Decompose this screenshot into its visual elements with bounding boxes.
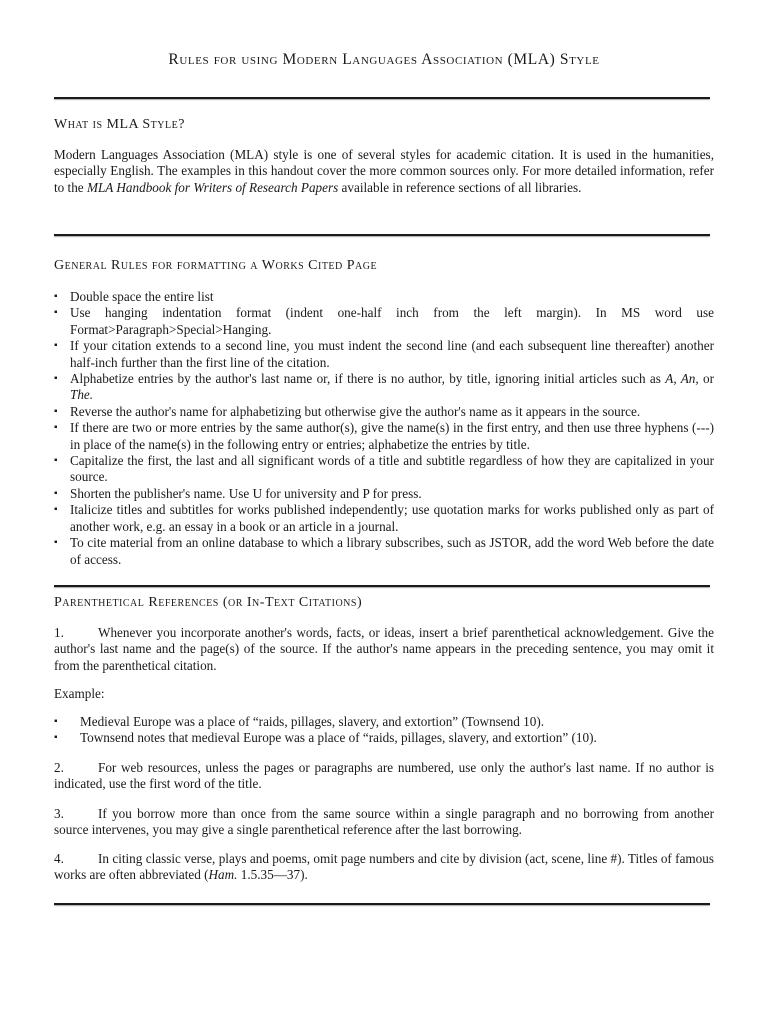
rule-text: To cite material from an online database to which a library subscribes, such as JSTOR, add the word Web before the date of access. — [70, 535, 714, 567]
paragraph-2 — [54, 760, 714, 793]
divider-3 — [54, 585, 710, 587]
paragraph-3 — [54, 806, 714, 839]
divider-1 — [54, 97, 710, 99]
list-item — [54, 502, 714, 535]
bullet-icon: ▪ — [54, 291, 58, 302]
bullet-icon: ▪ — [54, 405, 58, 417]
rule-text: Capitalize the first, the last and all significant words of a title and subtitle regardless of how they are capitalized in your source. — [70, 453, 714, 485]
paragraph-text: For web resources, unless the pages or paragraphs are numbered, use only the author's last name. If no author is indicated, use the first word of the title. — [54, 760, 714, 792]
bullet-icon: ▪ — [54, 537, 58, 549]
articles-or: or — [698, 371, 714, 387]
paragraph-number: 2. — [54, 760, 64, 775]
what-text-1: Modern Languages Association (MLA) style is one of several styles for academic citation. It is used in the humanities, especially English. The examples in this handout cover the more common sources only. For more detailed information, refer to the — [54, 147, 714, 195]
list-item — [54, 714, 714, 730]
examples-list — [54, 714, 714, 747]
list-item — [54, 453, 714, 486]
paragraph-text-end: 1.5.35—37). — [237, 867, 308, 883]
paragraph-number: 1. — [54, 625, 64, 640]
bullet-icon: ▪ — [54, 373, 58, 385]
list-item — [54, 420, 714, 453]
bullet-icon: ▪ — [54, 504, 58, 516]
rule-text: Shorten the publisher's name. Use U for university and P for press. — [70, 485, 422, 501]
rule-text: Double space the entire list — [70, 289, 214, 304]
paragraph-text: If you borrow more than once from the same source within a single paragraph and no borrowing from another source intervenes, you may give a single parenthetical reference after the last borrowing. — [54, 806, 714, 838]
example-text: Medieval Europe was a place of “raids, pillages, slavery, and extortion” (Townsend 10). — [80, 714, 545, 729]
page-title: Rules for using Modern Languages Association (MLA) Style — [168, 51, 600, 68]
bullet-icon: ▪ — [54, 732, 58, 744]
bullet-icon: ▪ — [54, 340, 58, 352]
paragraph-4 — [54, 851, 714, 884]
rule-text: Reverse the author's name for alphabetizing but otherwise give the author's name as it appears in the source. — [70, 403, 641, 419]
rule-text: Italicize titles and subtitles for works published independently; use quotation marks for works published only as part of another work, e.g. an essay in a book or an article in a journal. — [70, 502, 714, 534]
list-item — [54, 730, 714, 746]
paragraph-number: 4. — [54, 851, 64, 866]
rule-text: Use hanging indentation format (indent one-half inch from the left margin). In MS word use Format>Paragraph>Special>Hanging. — [70, 305, 714, 337]
rule-text: If your citation extends to a second line, you must indent the second line (and each subsequent line thereafter) another half-inch further than the first line of the citation. — [70, 338, 714, 370]
divider-4 — [54, 903, 710, 905]
paragraph-1 — [54, 625, 714, 674]
list-item — [54, 486, 714, 502]
bullet-icon: ▪ — [54, 307, 58, 319]
list-item — [54, 338, 714, 371]
general-rules-list — [54, 289, 714, 568]
divider-2 — [54, 234, 710, 236]
article-the-italic: The. — [70, 387, 94, 403]
example-text: Townsend notes that medieval Europe was a place of “raids, pillages, slavery, and extortion” (10). — [80, 730, 597, 746]
bullet-icon: ▪ — [54, 487, 58, 499]
rule-text: Alphabetize entries by the author's last name or, if there is no author, by title, ignoring initial articles such as — [70, 371, 661, 387]
bullet-icon: ▪ — [54, 455, 58, 467]
paragraph-text: Whenever you incorporate another's words, facts, or ideas, insert a brief parenthetical acknowledgement. Give the author's last name and the page(s) of the source. If the author's name appears in the preceding sentence, you may omit it from the parenthetical citation. — [54, 625, 714, 673]
paragraph-text: In citing classic verse, plays and poems, omit page numbers and cite by division (act, scene, line #). Titles of famous works are often abbreviated ( — [54, 851, 714, 883]
heading-what-is-mla: What is MLA Style? — [54, 117, 185, 132]
articles-italic: A, An, — [665, 371, 699, 387]
heading-general-rules: General Rules for formatting a Works Cited Page — [54, 258, 378, 273]
heading-parenthetical: Parenthetical References (or In-Text Citations) — [54, 595, 363, 610]
rule-text: If there are two or more entries by the same author(s), give the name(s) in the first entry, and then use three hyphens (---) in place of the name(s) in the following entry or entries; alphabetize the entries by title. — [70, 420, 714, 452]
paragraph-number: 3. — [54, 806, 64, 821]
list-item — [54, 371, 714, 404]
paragraph-what-is-mla — [54, 147, 714, 196]
list-item — [54, 305, 714, 338]
list-item — [54, 404, 714, 420]
example-label: Example: — [54, 686, 105, 701]
what-text-2: available in reference sections of all libraries. — [338, 179, 582, 195]
mla-handbook-title: MLA Handbook for Writers of Research Papers — [86, 179, 339, 195]
hamlet-abbrev: Ham. — [208, 867, 238, 883]
bullet-icon: ▪ — [54, 422, 58, 434]
list-item — [54, 289, 714, 305]
bullet-icon: ▪ — [54, 716, 58, 727]
list-item — [54, 535, 714, 568]
